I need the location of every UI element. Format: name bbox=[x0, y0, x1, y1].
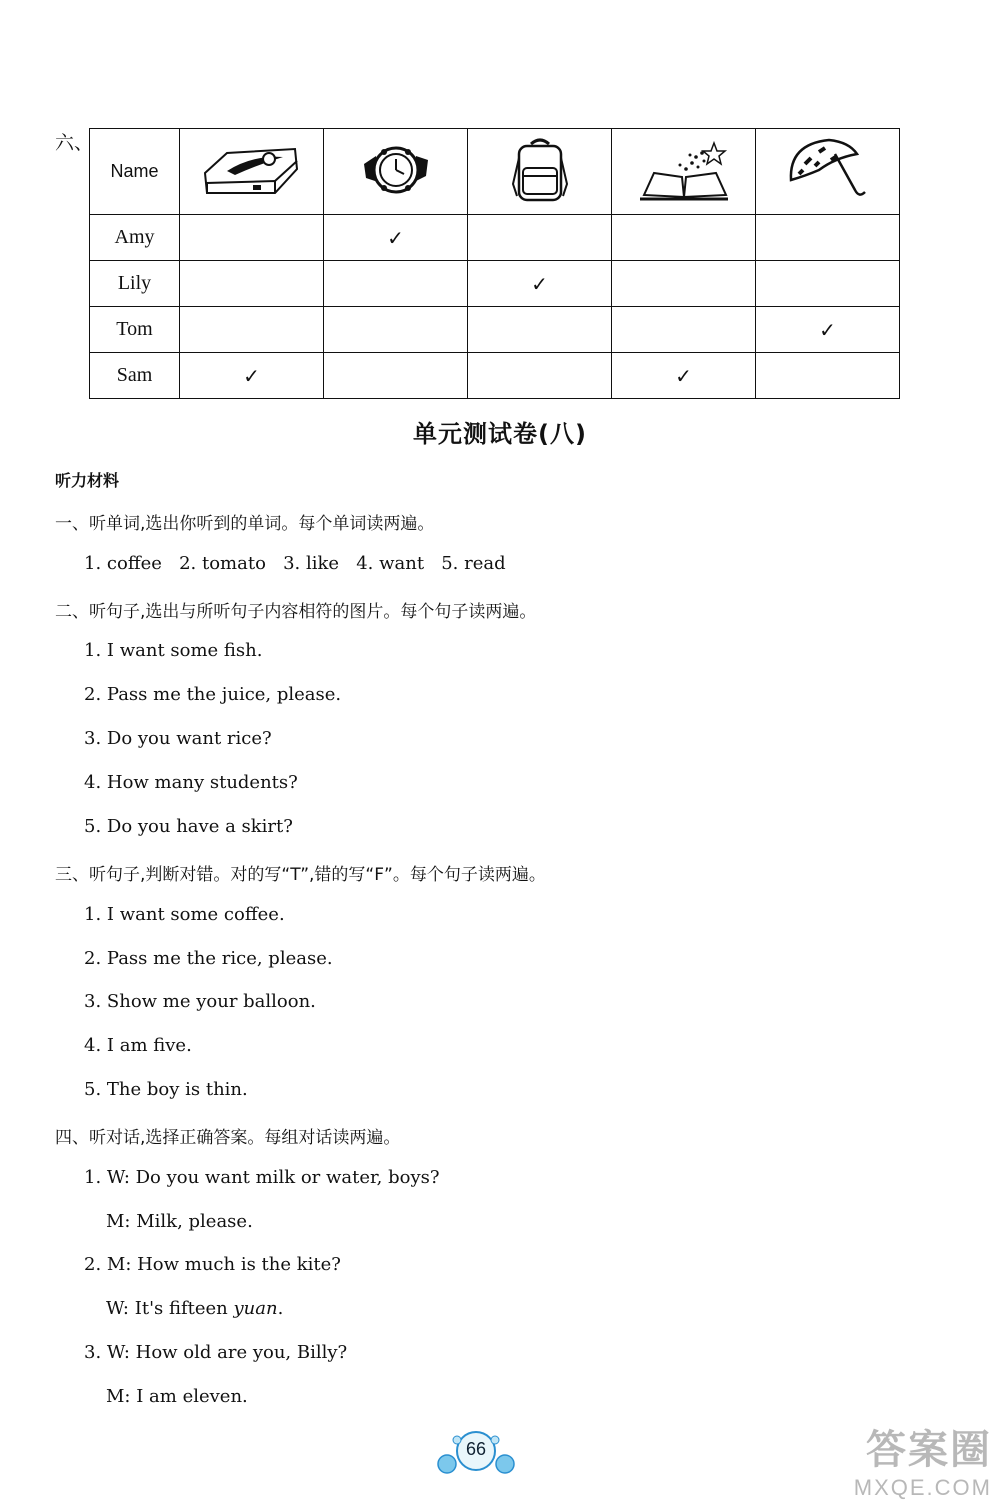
check-cell bbox=[612, 215, 756, 261]
page-number: 66 bbox=[465, 1439, 487, 1459]
part1-words: 1. coffee 2. tomato 3. like 4. want 5. read bbox=[84, 553, 506, 574]
watch-icon bbox=[356, 134, 436, 206]
check-mark: ✓ bbox=[243, 363, 260, 388]
pencil-box-icon bbox=[197, 135, 307, 205]
dialogue-line: 1. W: Do you want milk or water, boys? bbox=[84, 1167, 440, 1188]
part2-item: 4. How many students? bbox=[84, 772, 298, 793]
check-cell bbox=[612, 261, 756, 307]
part3-item: 1. I want some coffee. bbox=[84, 904, 285, 925]
check-mark: ✓ bbox=[819, 317, 836, 342]
umbrella-icon bbox=[785, 134, 871, 206]
check-mark: ✓ bbox=[387, 225, 404, 250]
check-cell bbox=[180, 353, 324, 399]
check-cell bbox=[180, 261, 324, 307]
check-cell bbox=[756, 353, 900, 399]
check-cell bbox=[324, 307, 468, 353]
table-header-row bbox=[90, 129, 900, 215]
check-cell bbox=[468, 353, 612, 399]
storybook-cell bbox=[612, 129, 756, 215]
watch-cell bbox=[324, 129, 468, 215]
table-row bbox=[90, 261, 900, 307]
dialogue-text: . bbox=[277, 1298, 284, 1319]
backpack-icon bbox=[505, 134, 575, 206]
row-name: Amy bbox=[90, 215, 180, 261]
table-row bbox=[90, 353, 900, 399]
umbrella-cell bbox=[756, 129, 900, 215]
part3-item: 2. Pass me the rice, please. bbox=[84, 948, 333, 969]
row-name: Sam bbox=[90, 353, 180, 399]
check-cell bbox=[180, 307, 324, 353]
part1-heading: 一、听单词,选出你听到的单词。每个单词读两遍。 bbox=[55, 514, 435, 534]
section-six-label: 六、 bbox=[55, 132, 94, 154]
check-cell bbox=[756, 215, 900, 261]
check-cell bbox=[180, 215, 324, 261]
part3-item: 3. Show me your balloon. bbox=[84, 991, 316, 1012]
check-mark: ✓ bbox=[675, 363, 692, 388]
listening-material-heading: 听力材料 bbox=[55, 471, 120, 490]
check-cell bbox=[324, 353, 468, 399]
part3-heading: 三、听句子,判断对错。对的写“T”,错的写“F”。每个句子读两遍。 bbox=[55, 865, 546, 885]
table-row bbox=[90, 215, 900, 261]
dialogue-text: W: It's fifteen bbox=[106, 1298, 234, 1319]
check-cell bbox=[612, 307, 756, 353]
dialogue-line bbox=[106, 1298, 283, 1319]
part3-item: 5. The boy is thin. bbox=[84, 1079, 248, 1100]
watermark-en: MXQE.COM bbox=[853, 1475, 992, 1500]
row-name: Tom bbox=[90, 307, 180, 353]
part2-heading: 二、听句子,选出与所听句子内容相符的图片。每个句子读两遍。 bbox=[55, 602, 537, 622]
check-cell bbox=[468, 261, 612, 307]
dialogue-line: M: I am eleven. bbox=[106, 1386, 248, 1407]
row-name: Lily bbox=[90, 261, 180, 307]
page-number-badge bbox=[435, 1430, 517, 1476]
pencil-box-cell bbox=[180, 129, 324, 215]
ownership-table bbox=[89, 128, 900, 399]
dialogue-line: M: Milk, please. bbox=[106, 1211, 253, 1232]
page-title: 单元测试卷(八) bbox=[413, 420, 587, 448]
dialogue-emphasis: yuan bbox=[233, 1298, 278, 1319]
dialogue-line: 3. W: How old are you, Billy? bbox=[84, 1342, 348, 1363]
check-cell bbox=[756, 261, 900, 307]
check-mark: ✓ bbox=[531, 271, 548, 296]
part4-heading: 四、听对话,选择正确答案。每组对话读两遍。 bbox=[55, 1128, 401, 1148]
part2-item: 3. Do you want rice? bbox=[84, 728, 272, 749]
check-cell bbox=[468, 307, 612, 353]
backpack-cell bbox=[468, 129, 612, 215]
check-cell bbox=[612, 353, 756, 399]
part2-item: 2. Pass me the juice, please. bbox=[84, 684, 342, 705]
dialogue-line: 2. M: How much is the kite? bbox=[84, 1254, 341, 1275]
check-cell bbox=[756, 307, 900, 353]
table-row bbox=[90, 307, 900, 353]
part2-item: 5. Do you have a skirt? bbox=[84, 816, 293, 837]
part2-item: 1. I want some fish. bbox=[84, 640, 263, 661]
check-cell bbox=[324, 261, 468, 307]
watermark-cn: 答案圈 bbox=[866, 1428, 992, 1472]
watermark bbox=[854, 1418, 992, 1501]
check-cell bbox=[324, 215, 468, 261]
check-cell bbox=[468, 215, 612, 261]
part3-item: 4. I am five. bbox=[84, 1035, 192, 1056]
storybook-icon bbox=[636, 135, 732, 205]
name-header: Name bbox=[90, 129, 180, 215]
